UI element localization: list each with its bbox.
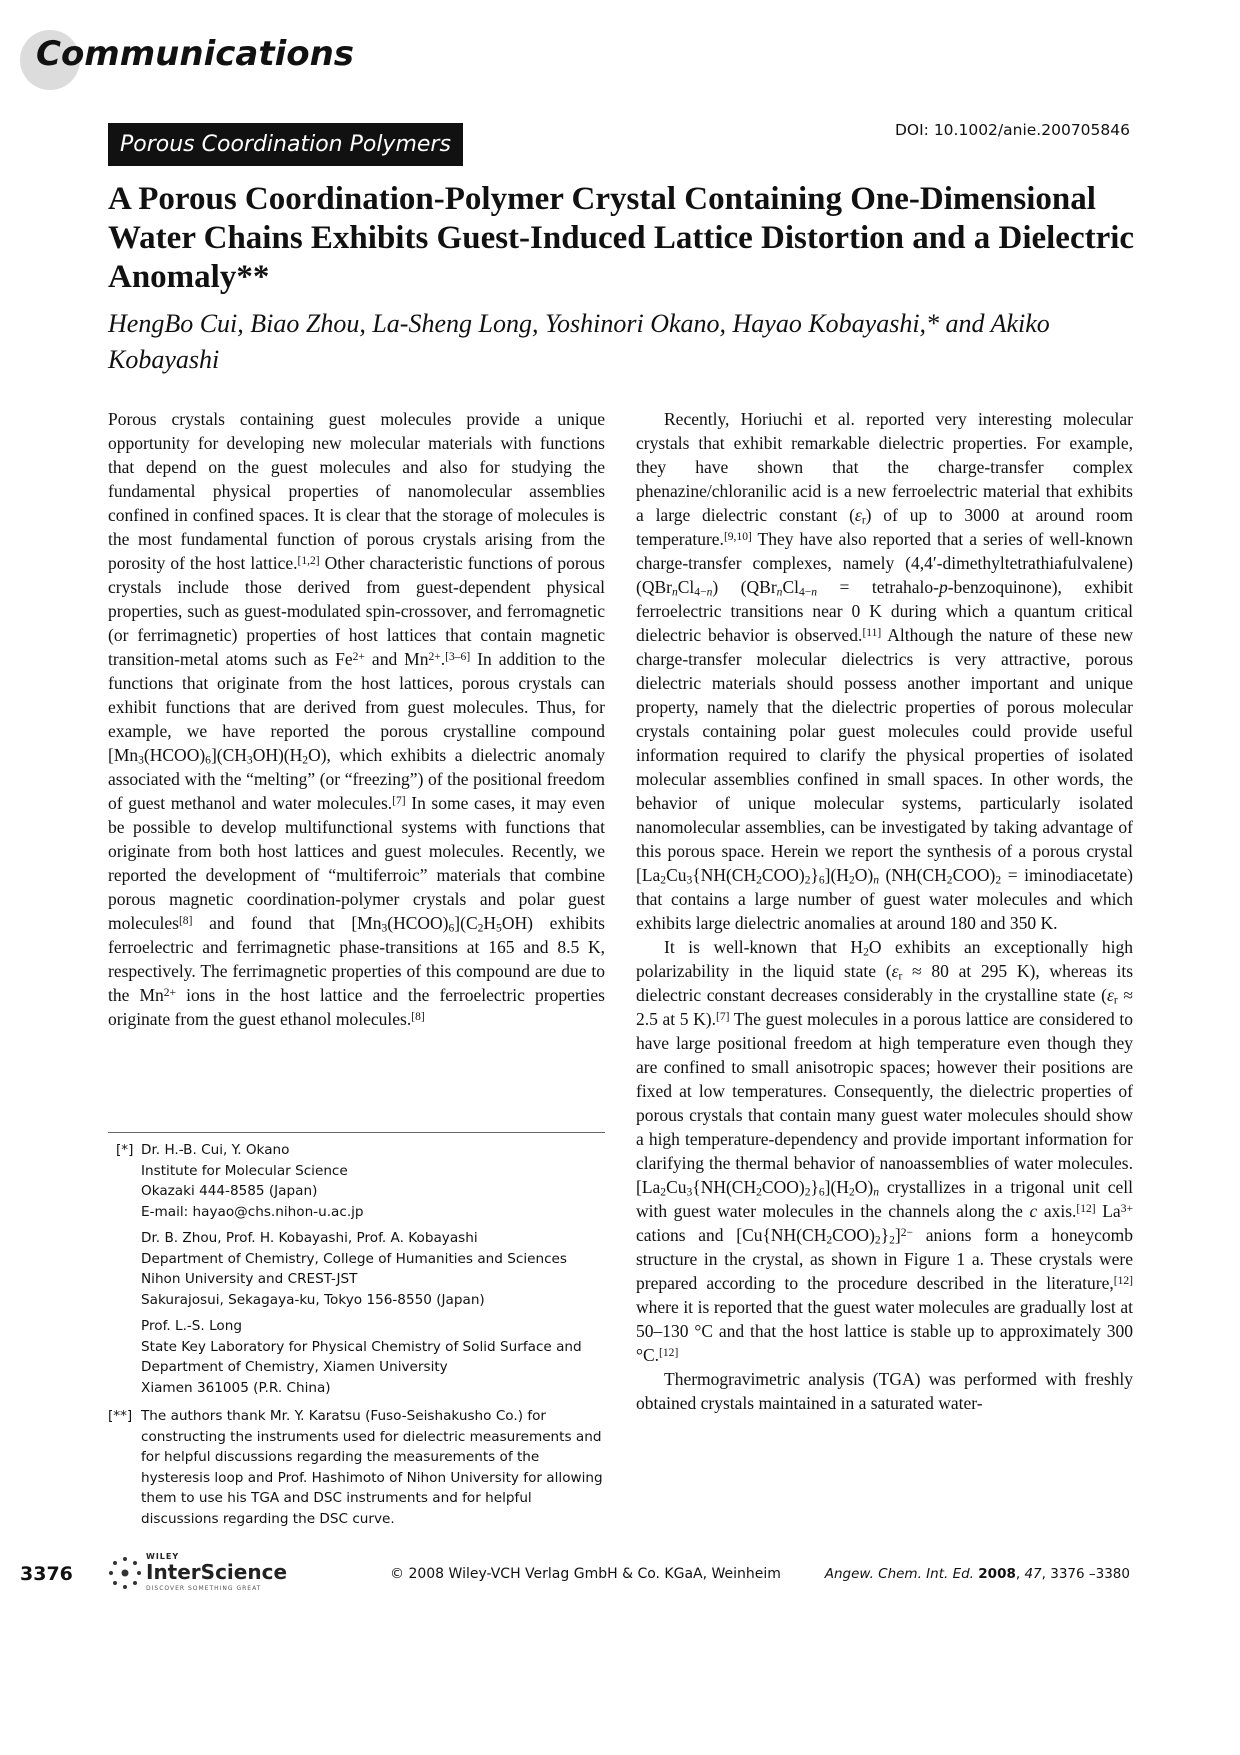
affiliation-block: [108, 1228, 605, 1310]
footnote-divider: [108, 1132, 605, 1133]
affiliation-block: [108, 1140, 605, 1222]
journal-year: 2008: [978, 1566, 1016, 1582]
body-column-right: [636, 407, 1133, 1415]
page-number: 3376: [20, 1563, 73, 1585]
affiliation-line: Okazaki 444-8585 (Japan): [141, 1183, 318, 1199]
affiliation-line: Department of Chemistry, College of Humanities and Sciences: [141, 1250, 567, 1267]
copyright: © 2008 Wiley-VCH Verlag GmbH & Co. KGaA, Weinheim: [390, 1566, 781, 1582]
logo-name-text: InterScience: [146, 1560, 288, 1584]
affiliation-marker: [*]: [116, 1142, 134, 1158]
section-title: Communications: [36, 34, 355, 74]
interscience-logo[interactable]: [108, 1550, 288, 1594]
body-paragraph: Thermogravimetric analysis (TGA) was performed with freshly obtained crystals maintained in a saturated water-: [636, 1369, 1133, 1413]
acknowledgement-marker: [**]: [108, 1408, 133, 1424]
body-paragraph: Porous crystals containing guest molecules provide a unique opportunity for developing new molecular materials with functions that depend on the guest molecules and also for studying the fundamental physical properties of nanomolecular assemblies confined in confined spaces. It is clear that the storage of molecules is the most fundamental function of porous crystals arising from the porosity of the host lattice.[1,2] Other characteristic functions of porous crystals include those derived from guest-dependent physical properties, such as guest-modulated spin-crossover, and ferromagnetic (or ferrimagnetic) properties of host lattices that contain magnetic transition-metal atoms such as $Fe^{2+}$ and $Mn^{2+}.[3-6]$ In addition to the functions that originate from the host lattices, porous crystals can exhibit functions that are derived from guest molecules. Thus, for example, we have reported the porous crystalline compound $[Mn_3(HCOO)_6](CH_3OH)(H_2O)$, which exhibits a dielectric anomaly associated with the “melting” (or “freezing”) of the positional freedom of guest methanol and water molecules.[7] In some cases, it may even be possible to develop multifunctional systems with functions that originate from both host lattices and guest molecules. Recently, we reported the development of “multiferroic” materials that combine porous magnetic coordination-polymer crystals and polar guest molecules[8] and found that $[Mn_3(HCOO)_6](C_2H_5OH)$ exhibits ferroelectric and ferrimagnetic phase-transitions at 165 and 8.5 K, respectively. The ferrimagnetic properties of this compound are due to the $Mn^{2+}$ ions in the host lattice and the ferroelectric properties originate from the guest ethanol molecules.[8]: [108, 409, 606, 1029]
affiliation-line: Xiamen 361005 (P.R. China): [141, 1379, 331, 1396]
journal-volume: 47: [1024, 1566, 1042, 1582]
affiliation-block: [108, 1316, 605, 1398]
affiliation-line: Nihon University and CREST-JST: [141, 1271, 358, 1287]
article-title: A Porous Coordination-Polymer Crystal Containing One-Dimensional Water Chains Exhibits Guest-Induced Lattice Distortion and a Dielectric Anomaly**: [108, 181, 1135, 295]
journal-reference: Angew. Chem. Int. Ed. 2008, 47, 3376 –3380: [824, 1566, 1130, 1582]
article-authors: HengBo Cui, Biao Zhou, La-Sheng Long, Yoshinori Okano, Hayao Kobayashi,* and Akiko Kobayashi: [108, 309, 1050, 374]
affiliation-line: Sakurajosui, Sekagaya-ku, Tokyo 156-8550 (Japan): [141, 1291, 485, 1308]
affiliation-line: Department of Chemistry, Xiamen University: [141, 1359, 448, 1375]
interscience-logo-icon: [108, 1556, 142, 1590]
body-column-left: [108, 407, 605, 1031]
affiliation-line: Dr. H.-B. Cui, Y. Okano: [141, 1142, 290, 1158]
affiliation-line: Dr. B. Zhou, Prof. H. Kobayashi, Prof. A. Kobayashi: [141, 1230, 478, 1246]
affiliation-email[interactable]: E-mail: hayao@chs.nihon-u.ac.jp: [141, 1203, 364, 1220]
journal-pages: 3376 –3380: [1050, 1566, 1130, 1582]
affiliation-line: State Key Laboratory for Physical Chemistry of Solid Surface and: [141, 1338, 582, 1355]
body-paragraph: It is well-known that $H_2O$ exhibits an exceptionally high polarizability in the liquid state ($\varepsilon_r \approx 80$ at 295 K), whereas its dielectric constant decreases considerably in the crystalline state ($\varepsilon_r \approx 2.5$ at 5 K).[7] The guest molecules in a porous lattice are considered to have large positional freedom at high temperature even though they are confined to small anisotropic spaces; however their positions are fixed at low temperatures. Consequently, the dielectric properties of porous crystals that contain many guest water molecules should show a high temperature-dependency and provide important information for clarifying the thermal behavior of nanoassemblies of water molecules. $[La_2Cu_3\{NH(CH_2COO)_2\}_6](H_2O)_n$ crystallizes in a trigonal unit cell with guest water molecules in the channels along the c axis.[12] $La^{3+}$ cations and $[Cu\{NH(CH_2COO)_2\}_2]^{2-}$ anions form a honeycomb structure in the crystal, as shown in Figure 1 a. These crystals were prepared according to the procedure described in the literature,[12] where it is reported that the guest water molecules are gradually lost at 50–130 °C and that the host lattice is stable up to approximately 300 °C.[12]: [636, 937, 1134, 1365]
acknowledgement-text: The authors thank Mr. Y. Karatsu (Fuso-Seishakusho Co.) for constructing the instruments used for dielectric measurements and for helpful discussions regarding the measurements of the hysteresis loop and Prof. Hashimoto of Nihon University for allowing them to use his TGA and DSC instruments and for helpful discussions regarding the DSC curve.: [141, 1408, 603, 1527]
logo-wiley-text: WILEY: [146, 1552, 180, 1561]
affiliation-line: Institute for Molecular Science: [141, 1162, 348, 1179]
acknowledgement: [108, 1406, 605, 1529]
body-paragraph: Recently, Horiuchi et al. reported very interesting molecular crystals that exhibit remarkable dielectric properties. For example, they have shown that the charge-transfer complex phenazine/chloranilic acid is a new ferroelectric material that exhibits a large dielectric constant $(\varepsilon_r)$ of up to 3000 at around room temperature.[9,10] They have also reported that a series of well-known charge-transfer complexes, namely $(4,4'-dimethyltetrathiafulvalene)(QBr_nCl_{4-n}) (QBr_nCl_{4-n}$ = tetrahalo-p-benzoquinone), exhibit ferroelectric transitions near 0 K during which a quantum critical dielectric behavior is observed.[11] Although the nature of these new charge-transfer molecular dielectrics is very attractive, porous dielectric materials should possess another important and unique property, namely that the dielectric properties of porous molecular crystals containing polar guest molecules could provide useful information required to clarify the physical properties of isolated molecular assemblies confined in small spaces. In other words, the behavior of unique molecular systems, particularly isolated nanomolecular assemblies, can be investigated by taking advantage of this porous space. Herein we report the synthesis of a porous crystal $[La_2Cu_3\{NH(CH_2COO)_2\}_6](H_2O)_n$ ($NH(CH_2COO)_2$ = iminodiacetate) that contains a large number of guest water molecules and which exhibits large dielectric anomalies at around 180 and 350 K.: [636, 409, 1134, 933]
logo-tagline-text: DISCOVER SOMETHING GREAT: [146, 1585, 262, 1592]
doi: DOI: 10.1002/anie.200705846: [894, 121, 1130, 139]
category-tag: Porous Coordination Polymers: [108, 123, 463, 166]
affiliation-line: Prof. L.-S. Long: [141, 1318, 242, 1334]
journal-name: Angew. Chem. Int. Ed.: [824, 1566, 974, 1582]
affiliations: [108, 1140, 605, 1529]
